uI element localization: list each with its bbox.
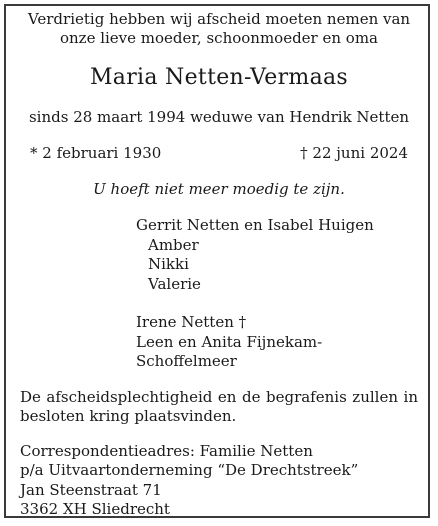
quote: U hoeft niet meer moedig te zijn. (93, 180, 345, 198)
grandchild-name: Nikki (148, 255, 189, 273)
ceremony-line-2: besloten kring plaatsvinden. (20, 406, 237, 425)
family-group-2 (136, 313, 418, 372)
death-date: † 22 juni 2024 (300, 144, 408, 162)
life-dates (20, 144, 418, 163)
intro-line-1: Verdrietig hebben wij afscheid moeten nemen van (27, 10, 411, 28)
family-parents: Gerrit Netten en Isabel Huigen (136, 216, 374, 234)
grandchild-name: Valerie (148, 274, 201, 293)
family-group-1 (136, 216, 418, 294)
family-member: Irene Netten † (136, 313, 247, 331)
intro-text (20, 10, 418, 48)
ceremony-line-1: De afscheidsplechtigheid en de begrafenis zullen in (20, 387, 418, 406)
intro-line-2: onze lieve moeder, schoonmoeder en oma (59, 29, 379, 47)
birth-date: * 2 februari 1930 (30, 144, 162, 162)
ceremony-notice (20, 388, 418, 426)
family-member: Leen en Anita Fijnekam-Schoffelmeer (136, 332, 323, 370)
address-line: Correspondentieadres: Familie Netten (20, 441, 313, 460)
grandchild-name: Amber (148, 235, 199, 254)
address-line: p/a Uitvaartonderneming “De Drechtstreek” (20, 461, 359, 479)
address-line: 3362 XH Sliedrecht (20, 500, 170, 518)
deceased-name: Maria Netten-Vermaas (89, 65, 349, 90)
widow-line: sinds 28 maart 1994 weduwe van Hendrik Netten (28, 108, 410, 126)
address-line: Jan Steenstraat 71 (20, 480, 162, 499)
correspondence-address (20, 442, 418, 520)
death-announcement (20, 10, 418, 520)
